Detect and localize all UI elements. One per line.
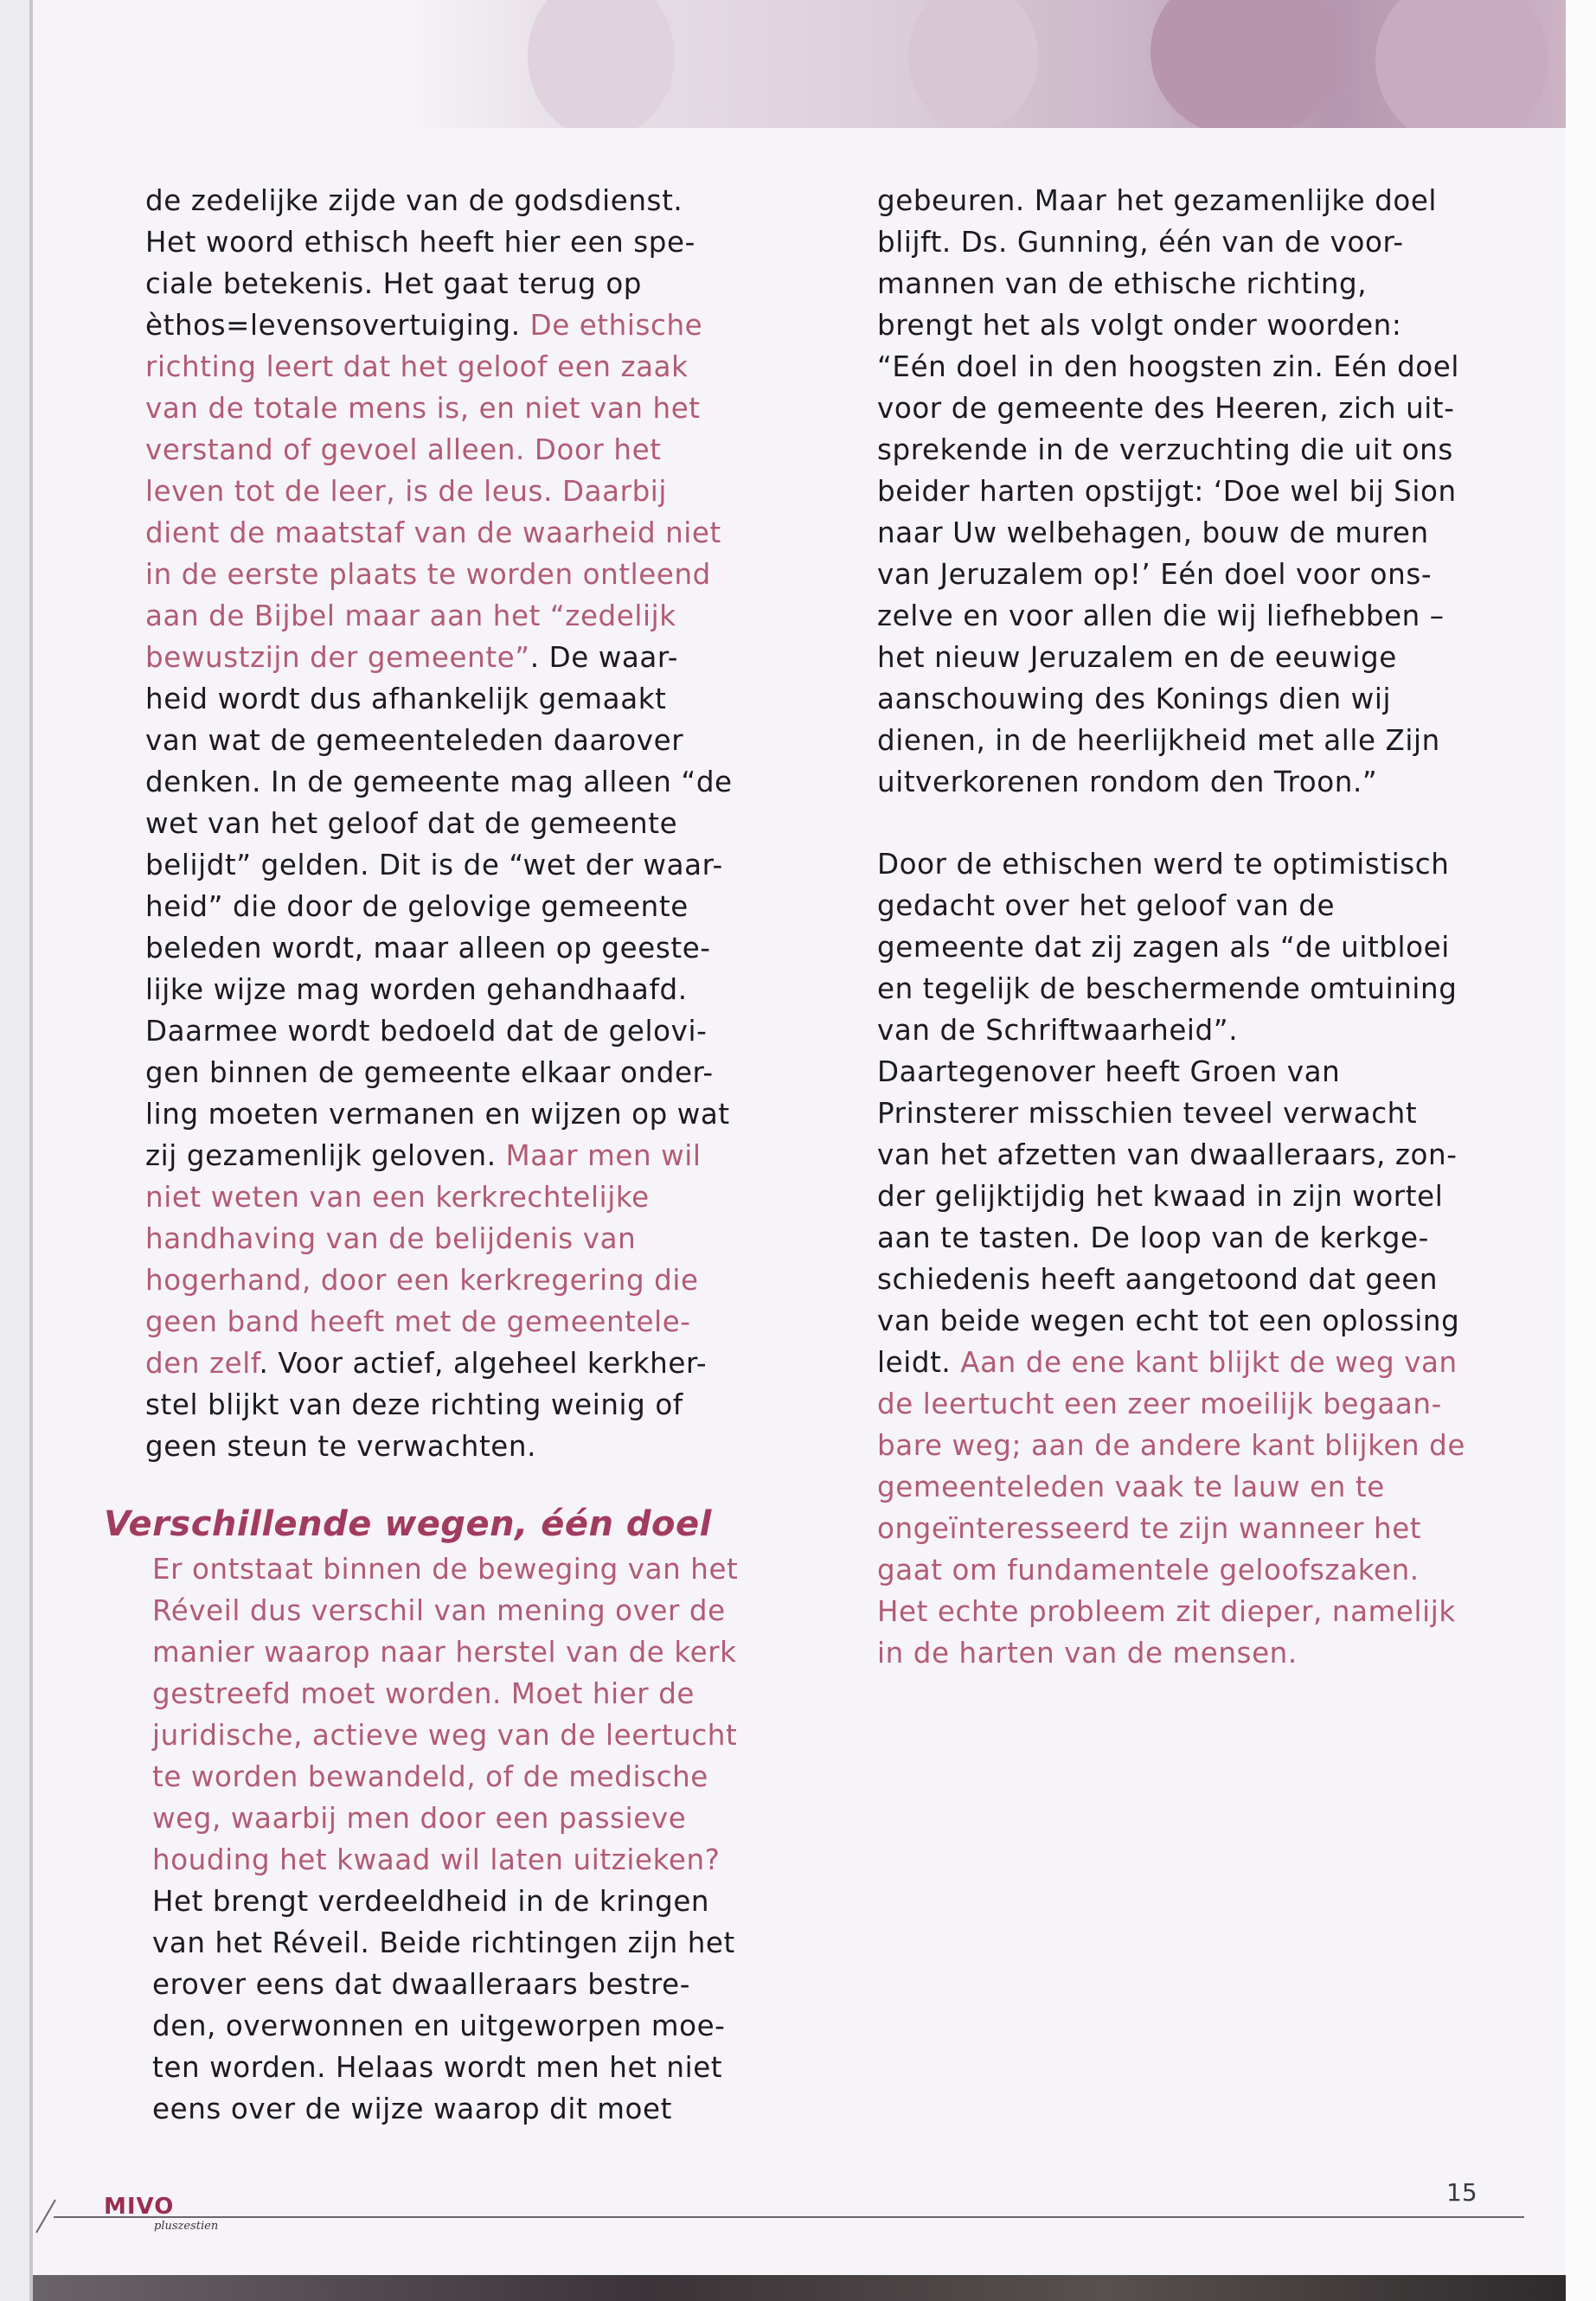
highlighted-text-segment: Maar men wil niet weten van een kerkrechtelijke handhaving van de belijdenis van hogerhand, door een kerkregering die geen band heeft met de gemeentele- den zelf — [145, 1139, 702, 1380]
text-segment: . Voor actief, algeheel kerkher- stel blijkt van deze richting weinig of geen steun te verwachten. — [145, 1347, 708, 1463]
scan-edge-left — [0, 0, 29, 2301]
left-column-section-2 — [152, 1548, 810, 2130]
right-column — [877, 180, 1535, 1674]
header-photo-banner — [407, 0, 1566, 128]
highlighted-text-segment: Er ontstaat binnen de beweging van het Réveil dus verschil van mening over de manier waarop naar herstel van de kerk gestreefd moet worden. Moet hier de juridische, actieve weg van de leertucht te worden bewandeld, of de medische weg, waarbij men door een passieve houding het kwaad wil laten uitzieken? — [152, 1553, 739, 1876]
photo-face-shape — [1151, 0, 1341, 128]
left-column — [145, 180, 803, 1467]
paragraph-gap — [877, 803, 1535, 843]
mivo-logo: MIVO — [104, 2194, 175, 2220]
mivo-logo-subtitle: pluszestien — [154, 2220, 219, 2233]
text-segment: Door de ethischen werd te optimistisch gedacht over het geloof van de gemeente dat zij zagen als “de uitbloei en tegelijk de beschermende omtuining van de Schriftwaarheid”. Daartegenover heeft Groen van Prinsterer misschien teveel verwacht van het afzetten van dwaalleraars, zon- der gelijktijdig het kwaad in zijn wortel aan te tasten. De loop van de kerkge- schiedenis heeft aangetoond dat geen van beide wegen echt tot een oplossing leidt. — [877, 848, 1460, 1379]
photo-face-shape — [1375, 0, 1548, 128]
page-number: 15 — [1446, 2178, 1477, 2207]
text-segment: . De waar- heid wordt dus afhankelijk gemaakt van wat de gemeenteleden daarover denken. In de gemeente mag alleen “de wet van het geloof dat de gemeente belijdt” gelden. Dit is de “wet der waar- heid” die door de gelovige gemeente beleden wordt, maar alleen op geeste- lijke wijze mag worden gehandhaafd. Daarmee wordt bedoeld dat de gelovi- gen binnen de gemeente elkaar onder- ling moeten vermanen en wijzen op wat zij gezamenlijk geloven. — [145, 641, 733, 1172]
scan-edge-right — [1566, 0, 1596, 2301]
text-segment: Het brengt verdeeldheid in de kringen van het Réveil. Beide richtingen zijn het erover eens dat dwaalleraars bestre- den, overwonnen en uitgeworpen moe- ten worden. Helaas wordt men het niet eens over de wijze waarop dit moet — [152, 1885, 735, 2125]
right-paragraph-1 — [877, 180, 1535, 803]
scan-bottom-edge — [33, 2275, 1566, 2301]
photo-face-shape — [528, 0, 675, 128]
left-paragraph-2 — [152, 1548, 810, 2130]
left-paragraph-1 — [145, 180, 803, 1467]
highlighted-text-segment: De ethische richting leert dat het geloof een zaak van de totale mens is, en niet van het verstand of gevoel alleen. Door het leven tot de leer, is de leus. Daarbij dient de maatstaf van de waarheid niet in de eerste plaats te worden ontleend aan de Bijbel maar aan het “zedelijk bewustzijn der gemeente” — [145, 309, 721, 674]
footer-rule — [54, 2216, 1524, 2218]
section-heading: Verschillende wegen, één doel — [104, 1504, 712, 1544]
highlighted-text-segment: Aan de ene kant blijkt de weg van de leertucht een zeer moeilijk begaan- bare weg; aan de andere kant blijken de gemeenteleden vaak te lauw en te ongeïnteresseerd te zijn wanneer het gaat om fundamentele geloofszaken. Het echte probleem zit dieper, namelijk in de harten van de mensen. — [877, 1346, 1466, 1670]
right-paragraph-2 — [877, 843, 1535, 1674]
text-segment: gebeuren. Maar het gezamenlijke doel blijft. Ds. Gunning, één van de voor- mannen van de ethische richting, brengt het als volgt onder woorden: “Eén doel in den hoogsten zin. Eén doel voor de gemeente des Heeren, zich uit- sprekende in de verzuchting die uit ons beider harten opstijgt: ‘Doe wel bij Sion naar Uw welbehagen, bouw de muren van Jeruzalem op!’ Eén doel voor ons- zelve en voor allen die wij liefhebben – het nieuw Jeruzalem en de eeuwige aanschouwing des Konings dien wij dienen, in de heerlijkheid met alle Zijn uitverkorenen rondom den Troon.” — [877, 184, 1460, 798]
photo-face-shape — [908, 0, 1038, 128]
text-segment: de zedelijke zijde van de godsdienst. Het woord ethisch heeft hier een spe- ciale betekenis. Het gaat terug op èthos=levensovertuiging. — [145, 184, 695, 342]
